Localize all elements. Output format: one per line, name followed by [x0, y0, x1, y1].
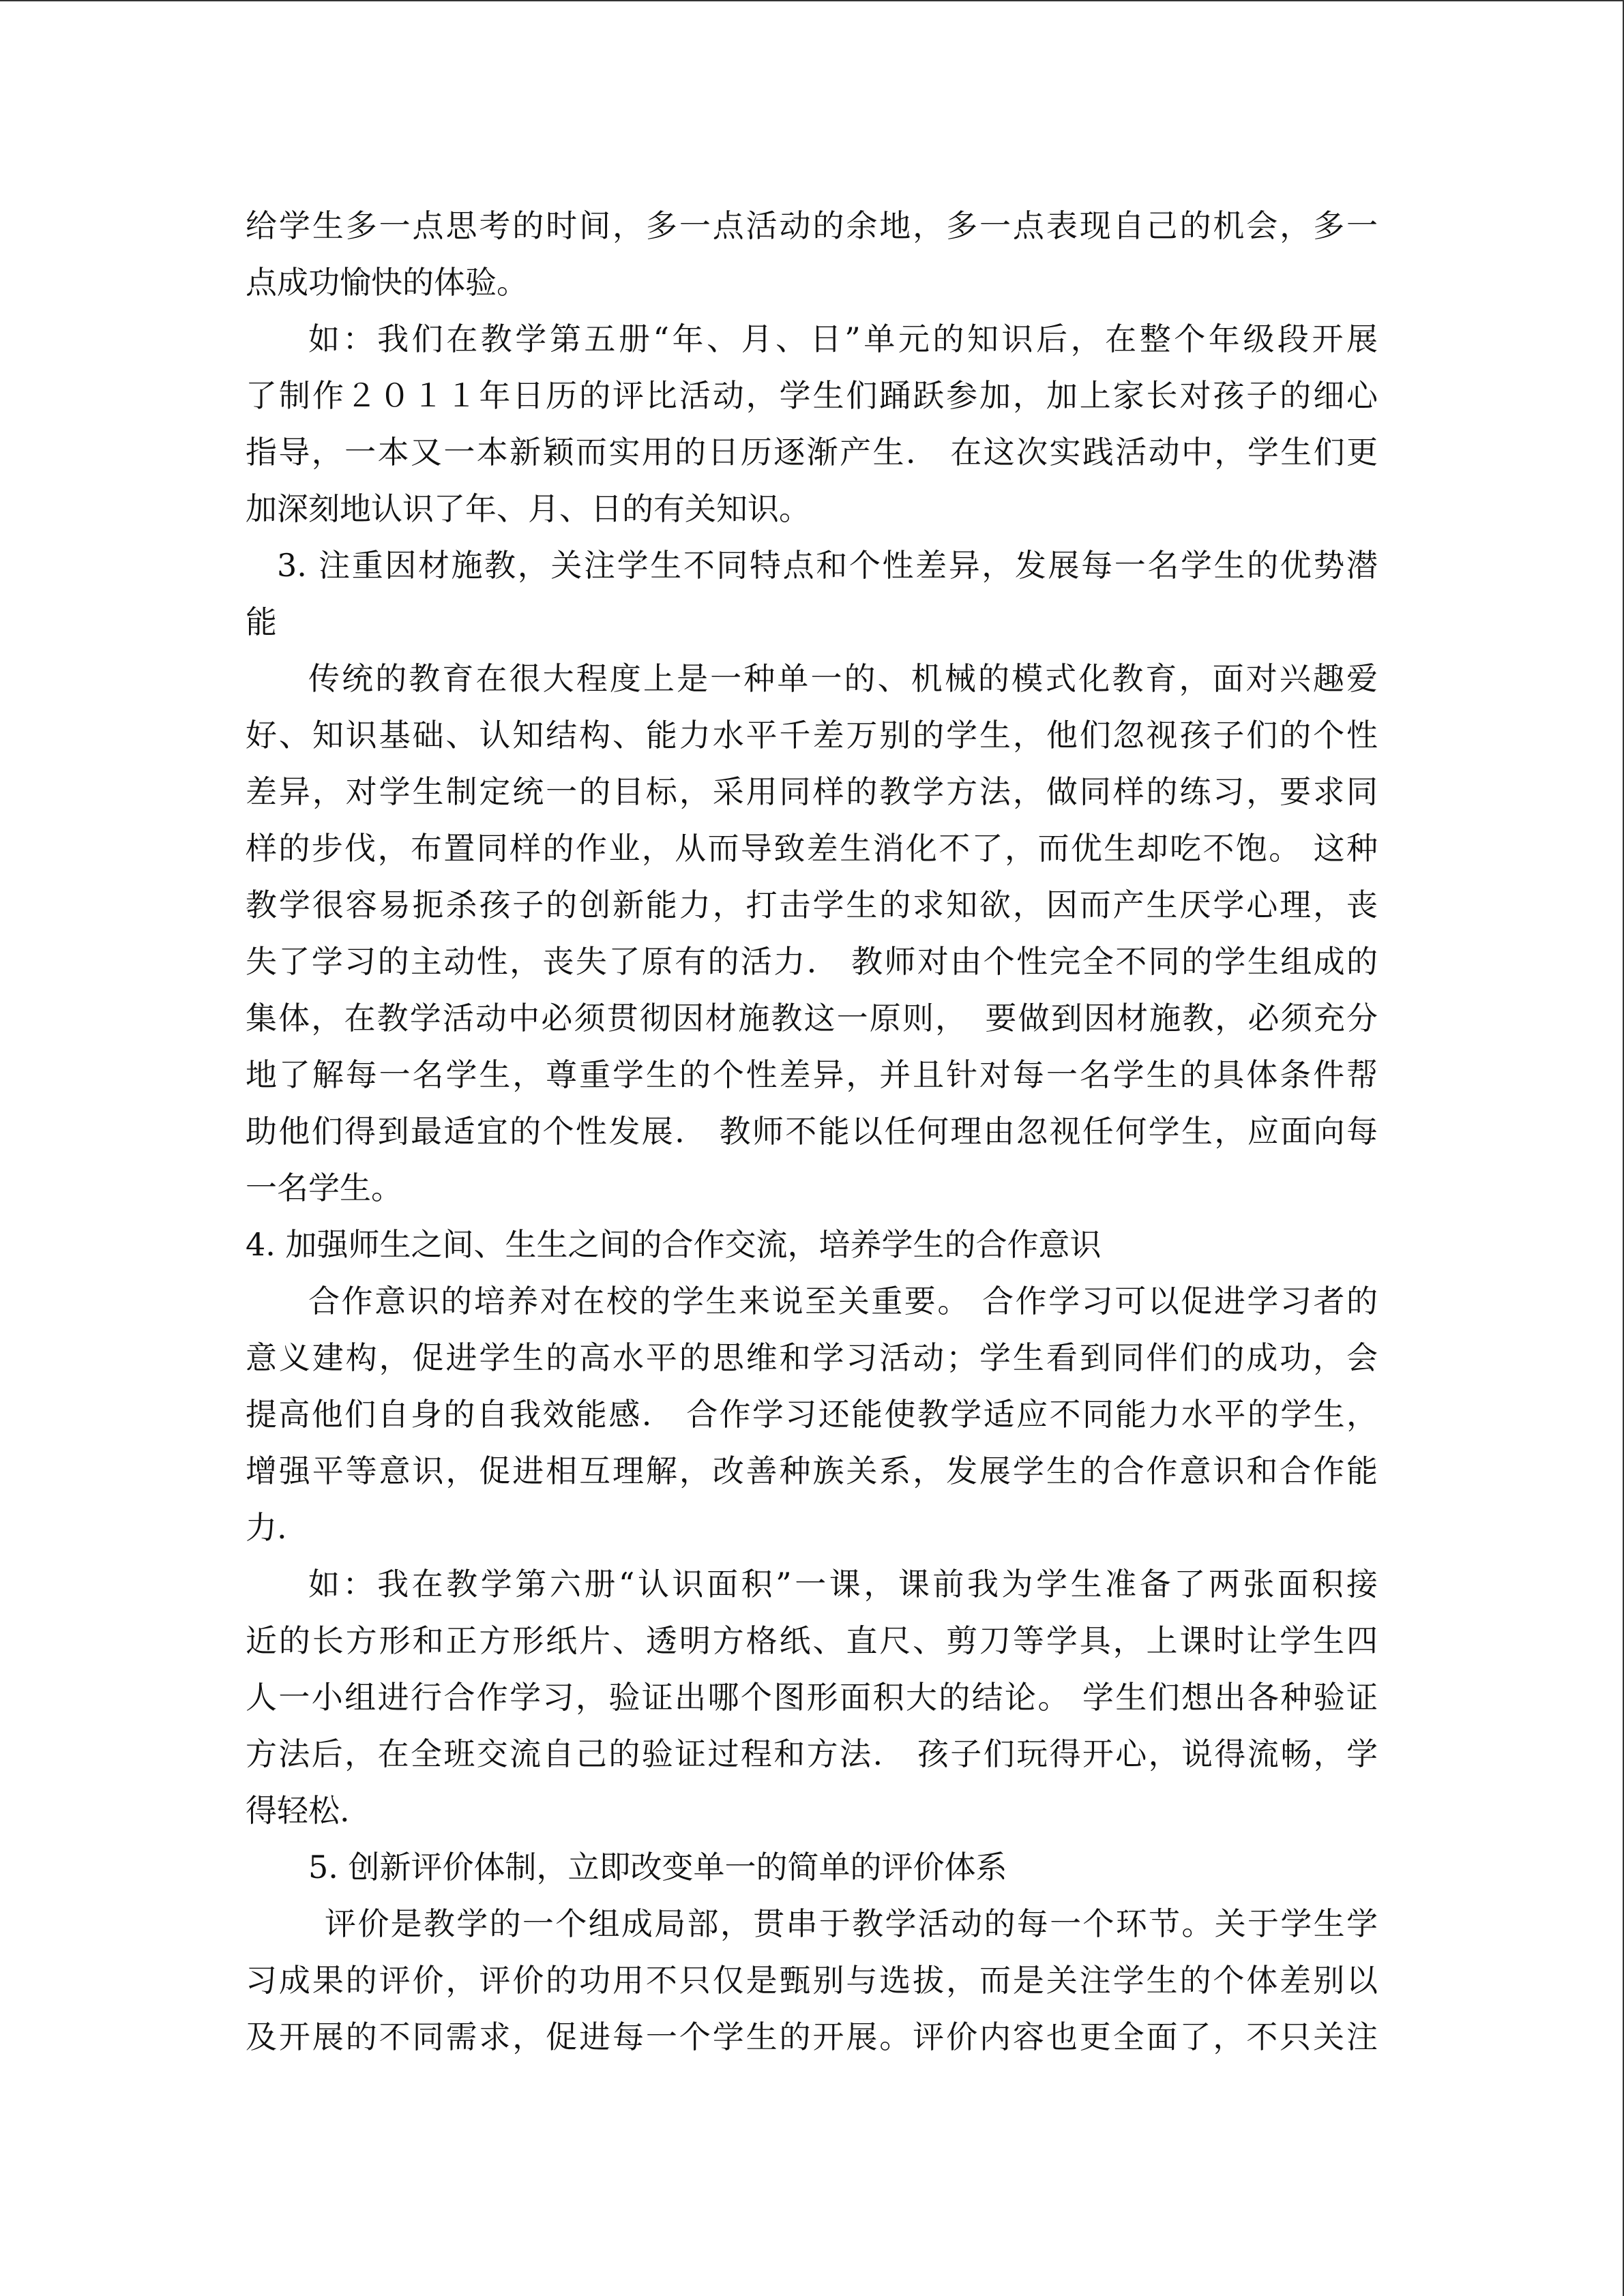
text-line: 集体，在教学活动中必须贯彻因材施教这一原则， 要做到因材施教，必须充分: [246, 1000, 1378, 1037]
text-line: 加深刻地认识了年、月、日的有关知识。: [246, 490, 810, 527]
text-line: 4. 加强师生之间、生生之间的合作交流，培养学生的合作意识: [246, 1226, 1102, 1263]
text-line: 评价是教学的一个组成局部，贯串于教学活动的每一个环节。关于学生学: [325, 1905, 1378, 1942]
text-line: 增强平等意识，促进相互理解，改善种族关系，发展学生的合作意识和合作能: [246, 1452, 1378, 1489]
text-line: 给学生多一点思考的时间，多一点活动的余地，多一点表现自己的机会，多一: [246, 207, 1378, 244]
text-line: 合作意识的培养对在校的学生来说至关重要。 合作学习可以促进学习者的: [308, 1283, 1378, 1320]
text-line: 如：我在教学第六册“认识面积”一课，课前我为学生准备了两张面积接: [308, 1566, 1378, 1602]
text-line: 意义建构，促进学生的高水平的思维和学习活动；学生看到同伴们的成功，会: [246, 1339, 1378, 1376]
text-line: 5. 创新评价体制，立即改变单一的简单的评价体系: [308, 1849, 1007, 1885]
text-line: 近的长方形和正方形纸片、透明方格纸、直尺、剪刀等学具，上课时让学生四: [246, 1622, 1378, 1659]
text-line: 教学很容易扼杀孩子的创新能力，打击学生的求知欲，因而产生厌学心理，丧: [246, 886, 1378, 923]
text-line: 传统的教育在很大程度上是一种单一的、机械的模式化教育，面对兴趣爱: [308, 660, 1378, 697]
text-line: 习成果的评价，评价的功用不只仅是甄别与选拔，而是关注学生的个体差别以: [246, 1962, 1378, 1999]
text-line: 地了解每一名学生，尊重学生的个性差异，并且针对每一名学生的具体条件帮: [246, 1056, 1378, 1093]
text-line: 好、知识基础、认知结构、能力水平千差万别的学生，他们忽视孩子们的个性: [246, 717, 1378, 754]
text-line: 一名学生。: [246, 1169, 402, 1206]
text-line: 人一小组进行合作学习，验证出哪个图形面积大的结论。 学生们想出各种验证: [246, 1679, 1378, 1716]
text-line: 3. 注重因材施教，关注学生不同特点和个性差异，发展每一名学生的优势潜: [277, 547, 1378, 584]
text-line: 差异，对学生制定统一的目标，采用同样的教学方法，做同样的练习，要求同: [246, 773, 1378, 810]
text-line: 能: [246, 603, 277, 640]
text-line: 指导，一本又一本新颖而实用的日历逐渐产生. 在这次实践活动中，学生们更: [246, 434, 1378, 471]
text-line: 了制作２０１１年日历的评比活动，学生们踊跃参加，加上家长对孩子的细心: [246, 377, 1378, 414]
text-line: 方法后，在全班交流自己的验证过程和方法. 孩子们玩得开心，说得流畅，学: [246, 1735, 1378, 1772]
document-body: [246, 198, 1378, 2066]
text-line: 力.: [246, 1509, 287, 1546]
text-line: 点成功愉快的体验。: [246, 264, 528, 301]
text-line: 助他们得到最适宜的个性发展. 教师不能以任何理由忽视任何学生，应面向每: [246, 1113, 1378, 1150]
text-line: 如：我们在教学第五册“年、月、日”单元的知识后，在整个年级段开展: [308, 320, 1378, 357]
text-line: 失了学习的主动性，丧失了原有的活力. 教师对由个性完全不同的学生组成的: [246, 943, 1378, 980]
text-line: 及开展的不同需求，促进每一个学生的开展。评价内容也更全面了，不只关注: [246, 2018, 1378, 2055]
text-line: 得轻松.: [246, 1792, 350, 1829]
text-line: 提高他们自身的自我效能感. 合作学习还能使教学适应不同能力水平的学生，: [246, 1396, 1378, 1433]
text-line: 样的步伐，布置同样的作业，从而导致差生消化不了，而优生却吃不饱。 这种: [246, 830, 1378, 867]
